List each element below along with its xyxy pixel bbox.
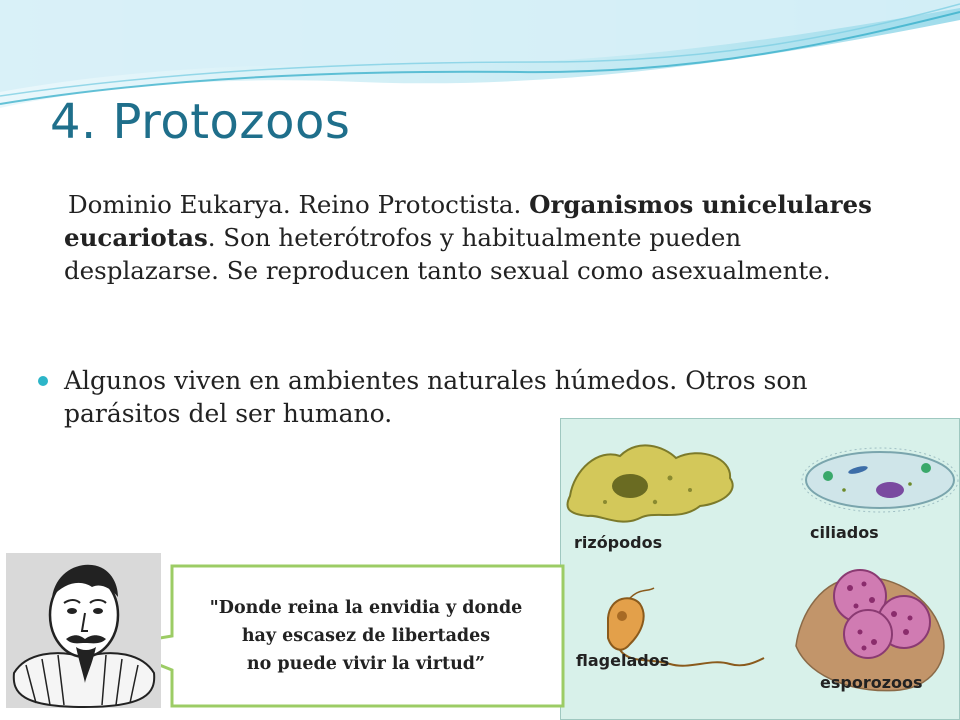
intro-paragraph <box>64 188 884 287</box>
label-esporozoos: esporozoos <box>820 673 923 692</box>
protozoa-illustration <box>560 418 960 720</box>
bullet-dot-icon <box>38 376 48 386</box>
label-rizopodos: rizópodos <box>574 533 663 552</box>
label-flagelados: flagelados <box>576 651 670 670</box>
quote-line-3: no puede vivir la virtud” <box>246 654 486 674</box>
intro-text-bold: Organismos unicelulares eucariotas <box>64 190 872 252</box>
intro-text-part2: . Son heterótrofos y habitualmente pueden desplazarse. Se reproducen tanto sexual como asexualmente. <box>64 223 831 285</box>
bullet-paragraph: Algunos viven en ambientes naturales húmedos. Otros son parásitos del ser humano. <box>64 366 808 428</box>
quote-text <box>180 594 552 678</box>
quote-line-1: "Donde reina la envidia y donde <box>209 598 523 618</box>
cervantes-portrait-icon <box>6 553 161 708</box>
label-ciliados: ciliados <box>810 523 879 542</box>
quote-line-2: hay escasez de libertades <box>241 626 491 646</box>
intro-text-part1: Dominio Eukarya. Reino Protoctista. <box>68 190 530 219</box>
slide-title: 4. Protozoos <box>50 94 351 150</box>
